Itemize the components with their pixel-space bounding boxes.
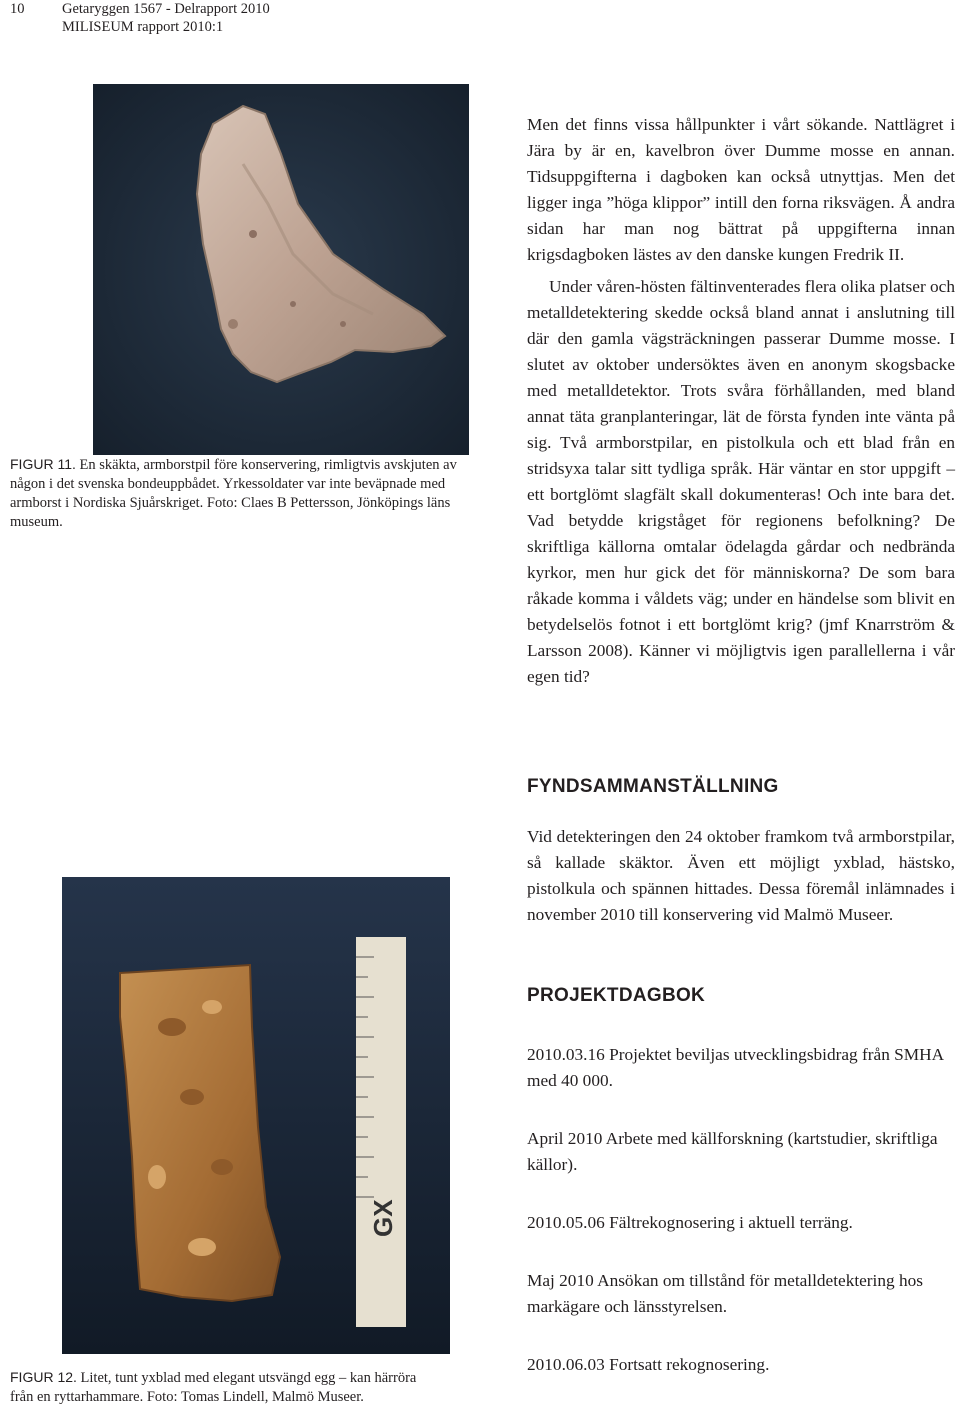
figure-11-text: En skäkta, armborstpil före konservering, rimligtvis avskjuten av någon i det svenska bondeuppbådet. Yrkessoldater var inte beväpnade med armborst i Nordiska Sjuårskriget. Foto: Claes B Pettersson, Jönköpings läns museum. [10, 457, 457, 530]
paragraph-1: Men det finns vissa hållpunkter i vårt sökande. Nattlägret i Jära by är en, kavelbron över Dumme mosse en annan. Tidsuppgifterna i dagboken kan också utnyttjas. Men det ligger inga ”höga klippor” intill den forna riksvägen. Å andra sidan har man nog bättrat på uppgifterna innan krigsdagboken lästes av den danske kungen Fredrik II. [527, 115, 955, 264]
diary-entry-4: Maj 2010 Ansökan om tillstånd för metalldetektering hos markägare och länsstyrelsen. [527, 1271, 923, 1316]
figure-12-label: FIGUR 12. [10, 1369, 77, 1385]
diary-entry-2: April 2010 Arbete med källforskning (kartstudier, skriftliga källor). [527, 1129, 938, 1174]
heading-projektdagbok: PROJEKTDAGBOK [527, 985, 706, 1006]
figure-11-photo [93, 84, 469, 455]
body-text [527, 112, 955, 690]
figure-12-text: Litet, tunt yxblad med elegant utsvängd egg – kan härröra från en ryttarhammare. Foto: Tomas Lindell, Malmö Museer. [10, 1370, 417, 1405]
axe-blade-image [62, 877, 450, 1354]
running-title: Getaryggen 1567 - Delrapport 2010 [62, 1, 270, 17]
diary-entry-3: 2010.05.06 Fältrekognosering i aktuell terräng. [527, 1213, 853, 1232]
heading-fyndsammanstallning: FYNDSAMMANSTÄLLNING [527, 776, 779, 797]
running-series: MILISEUM rapport 2010:1 [62, 19, 224, 35]
page-number: 10 [10, 1, 25, 17]
diary-entry-5: 2010.06.03 Fortsatt rekognosering. [527, 1355, 770, 1374]
figure-12-photo [62, 877, 450, 1354]
ruler-logo: GX [368, 1199, 398, 1237]
figure-11-label: FIGUR 11. [10, 456, 76, 472]
figure-12-caption [10, 1368, 442, 1407]
fynd-text: Vid detekteringen den 24 oktober framkom två armborstpilar, så kallade skäktor. Även ett möjligt yxblad, hästsko, pistolkula och spännen hittades. Dessa föremål inlämnades i november 2010 till konservering vid Malmö Museer. [527, 827, 955, 924]
arrowhead-image [93, 84, 469, 455]
paragraph-2: Under våren-hösten fältinventerades flera olika platser och metalldetektering skedde också bland annat i anslutning till där den gamla vägsträckningen passerar Dumme mosse. I slutet av oktober undersöktes även en anonym skogsbacke med metalldetektor. Trots svåra förhållanden, med bland annat täta granplanteringar, lät de första fynden inte vänta på sig. Två armborstpilar, en pistolkula och ett blad från en stridsyxa talar sitt tydliga språk. Här väntar en stor uppgift – ett bortglömt slagfält skall dokumenteras! Och inte bara det. Vad betydde krigståget för regionens befolkning? De skriftliga källorna omtalar ödelagda gårdar och nedbrända kyrkor, men hur gick det för människorna? De som bara råkade komma i våldets väg; under en händelse som blivit en betydelselös fotnot i ett bortglömt krig? (jmf Knarrström & Larsson 2008). Känner vi möjligtvis igen parallellerna i vår egen tid? [527, 277, 955, 686]
figure-11-caption [10, 455, 465, 532]
ruler-icon [356, 937, 406, 1327]
diary-entry-1: 2010.03.16 Projektet beviljas utvecklingsbidrag från SMHA med 40 000. [527, 1045, 944, 1090]
